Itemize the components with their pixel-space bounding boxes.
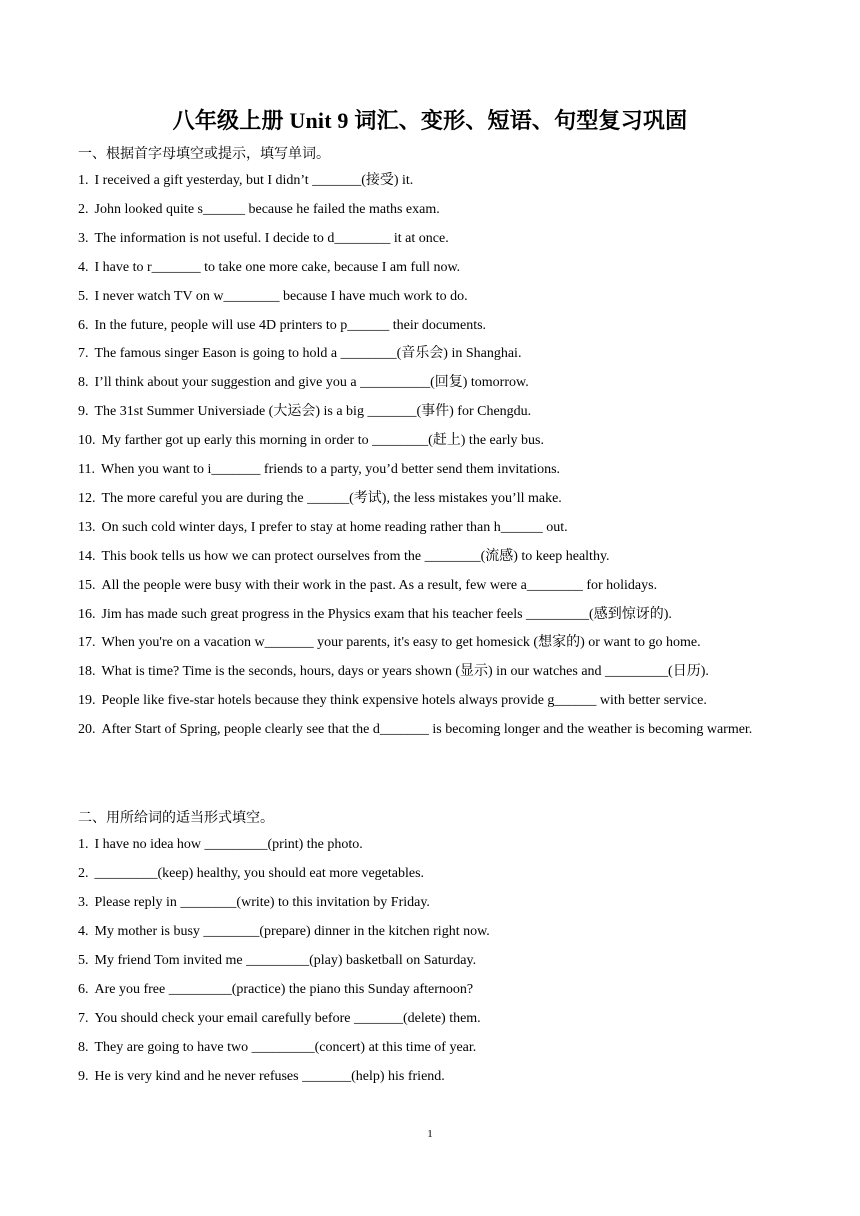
item-text: He is very kind and he never refuses _______(help) his friend. <box>94 1069 445 1084</box>
item-number: 13. <box>78 519 96 535</box>
list-item <box>78 513 788 542</box>
list-item <box>78 830 788 859</box>
item-text: The information is not useful. I decide to d________ it at once. <box>94 230 449 246</box>
item-number: 7. <box>78 346 89 362</box>
list-item <box>78 571 788 600</box>
item-number: 7. <box>78 1011 89 1026</box>
item-text: Are you free _________(practice) the piano this Sunday afternoon? <box>94 982 474 997</box>
list-item <box>78 166 788 195</box>
section1-heading: 一、根据首字母填空或提示，填写单词。 <box>78 147 330 162</box>
item-number: 9. <box>78 404 89 420</box>
item-text: I’ll think about your suggestion and give you a __________(回复) tomorrow. <box>94 375 529 391</box>
list-item <box>78 657 788 686</box>
section2-heading: 二、用所给词的适当形式填空。 <box>78 811 274 826</box>
page-title: 八年级上册 Unit 9 词汇、变形、短语、句型复习巩固 <box>172 108 688 133</box>
item-text: I received a gift yesterday, but I didn’t _______(接受) it. <box>94 173 414 188</box>
item-text: The 31st Summer Universiade (大运会) is a big _______(事件) for Chengdu. <box>94 404 532 420</box>
list-item <box>78 946 788 975</box>
list-item <box>78 339 788 368</box>
list-item <box>78 686 788 715</box>
item-number: 19. <box>78 693 96 709</box>
item-number: 9. <box>78 1069 89 1084</box>
item-text: My farther got up early this morning in order to ________(赶上) the early bus. <box>101 433 544 449</box>
item-text: People like five-star hotels because they think expensive hotels always provide g______ with better service. <box>101 693 707 709</box>
item-text: All the people were busy with their work in the past. As a result, few were a________ for holidays. <box>101 577 658 593</box>
list-item <box>78 888 788 917</box>
item-number: 6. <box>78 317 89 333</box>
list-item <box>78 368 788 397</box>
list-item <box>78 859 788 888</box>
list-item <box>78 1033 788 1062</box>
list-item <box>78 397 788 426</box>
item-number: 2. <box>78 201 89 217</box>
item-text: On such cold winter days, I prefer to stay at home reading rather than h______ out. <box>101 519 568 535</box>
item-text: This book tells us how we can protect ourselves from the ________(流感) to keep healthy. <box>101 548 610 564</box>
item-number: 20. <box>78 722 96 738</box>
item-text: Jim has made such great progress in the Physics exam that his teacher feels _________(感到惊讶的). <box>101 606 672 622</box>
item-text: I have no idea how _________(print) the photo. <box>94 837 363 852</box>
item-number: 14. <box>78 548 96 564</box>
item-text: After Start of Spring, people clearly see that the d_______ is becoming longer and the weather is becoming warmer. <box>101 722 753 738</box>
list-item <box>78 282 788 311</box>
item-number: 12. <box>78 490 96 506</box>
list-item <box>78 224 788 253</box>
item-number: 11. <box>78 462 95 477</box>
item-text: In the future, people will use 4D printers to p______ their documents. <box>94 317 487 333</box>
item-text: My mother is busy ________(prepare) dinner in the kitchen right now. <box>94 924 490 939</box>
list-item <box>78 715 788 744</box>
list-item <box>78 195 788 224</box>
item-text: Please reply in ________(write) to this invitation by Friday. <box>94 895 430 910</box>
item-number: 16. <box>78 606 96 622</box>
item-text: I have to r_______ to take one more cake, because I am full now. <box>94 259 461 275</box>
item-number: 1. <box>78 837 89 852</box>
list-item <box>78 628 788 657</box>
list-item <box>78 253 788 282</box>
item-text: When you're on a vacation w_______ your parents, it's easy to get homesick (想家的) or want to go home. <box>101 635 701 651</box>
list-item <box>78 542 788 571</box>
item-text: You should check your email carefully before _______(delete) them. <box>94 1011 481 1026</box>
list-item <box>78 455 788 484</box>
item-text: They are going to have two _________(concert) at this time of year. <box>94 1040 477 1055</box>
item-text: When you want to i_______ friends to a party, you’d better send them invitations. <box>100 462 561 477</box>
item-number: 8. <box>78 1040 89 1055</box>
list-item <box>78 484 788 513</box>
item-number: 6. <box>78 982 89 997</box>
item-text: _________(keep) healthy, you should eat more vegetables. <box>94 866 425 881</box>
list-item <box>78 311 788 340</box>
list-item <box>78 426 788 455</box>
item-number: 10. <box>78 433 96 449</box>
item-number: 1. <box>78 173 89 188</box>
list-item <box>78 1062 788 1091</box>
list-item <box>78 975 788 1004</box>
item-text: I never watch TV on w________ because I have much work to do. <box>94 288 468 304</box>
item-number: 4. <box>78 924 89 939</box>
item-text: My friend Tom invited me _________(play) basketball on Saturday. <box>94 953 477 968</box>
item-number: 18. <box>78 664 96 680</box>
item-number: 5. <box>78 288 89 304</box>
item-text: The more careful you are during the ______(考试), the less mistakes you’ll make. <box>101 490 562 506</box>
item-number: 17. <box>78 635 96 651</box>
item-text: The famous singer Eason is going to hold a ________(音乐会) in Shanghai. <box>94 346 522 362</box>
item-text: What is time? Time is the seconds, hours, days or years shown (显示) in our watches and _________(日历). <box>101 664 709 680</box>
item-number: 5. <box>78 953 89 968</box>
list-item <box>78 600 788 629</box>
item-number: 8. <box>78 375 89 391</box>
item-number: 3. <box>78 895 89 910</box>
item-number: 3. <box>78 230 89 246</box>
item-number: 15. <box>78 577 96 593</box>
item-number: 4. <box>78 259 89 275</box>
item-number: 2. <box>78 866 89 881</box>
list-item <box>78 917 788 946</box>
page-number: 1 <box>427 1128 433 1140</box>
list-item <box>78 1004 788 1033</box>
item-text: John looked quite s______ because he failed the maths exam. <box>94 201 440 217</box>
